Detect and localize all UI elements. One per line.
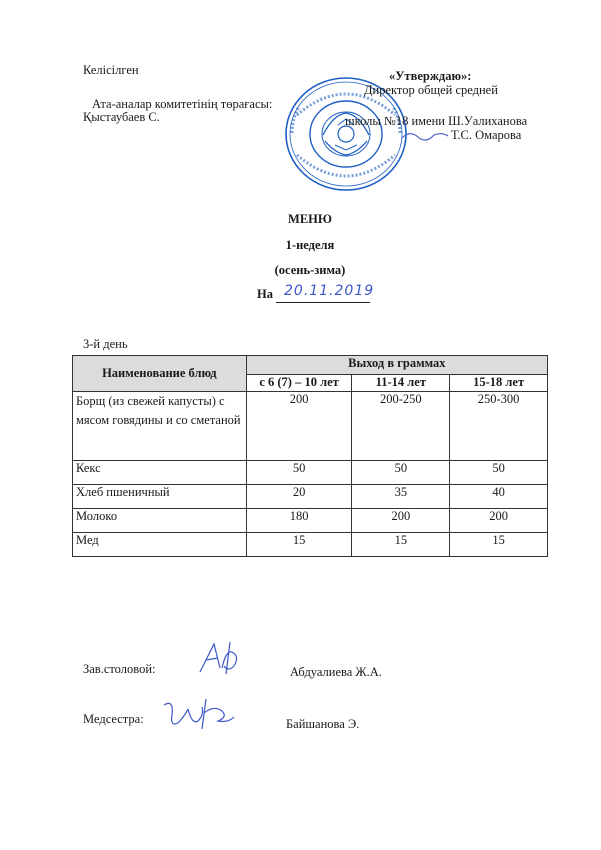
dish-name: Молоко (73, 509, 247, 533)
table-header-row (73, 356, 548, 375)
table-row (73, 461, 548, 485)
date-line (276, 283, 375, 303)
dish-name: Кекс (73, 461, 247, 485)
date-handwritten: 20.11.2019 (284, 283, 375, 299)
week-label: 1-неделя (285, 238, 335, 252)
col-age-15-18: 15-18 лет (450, 375, 548, 392)
menu-table (72, 355, 548, 557)
value-15-18: 40 (450, 485, 548, 509)
parents-committee-chair: Қыстаубаев С. (83, 110, 160, 124)
value-6-10: 20 (246, 485, 352, 509)
nurse-label: Медсестра: (83, 712, 144, 726)
value-11-14: 50 (352, 461, 450, 485)
table-row (73, 533, 548, 557)
school-name: школы №18 имени Ш.Уалиханова (345, 114, 528, 128)
canteen-head-signature (196, 638, 246, 678)
approval-label: Келісілген (83, 63, 139, 77)
day-label: 3-й день (83, 337, 128, 351)
col-yield-group: Выход в граммах (246, 356, 547, 375)
director-name: Т.С. Омарова (451, 128, 522, 142)
approval-heading: «Утверждаю»: (389, 69, 472, 83)
value-6-10: 15 (246, 533, 352, 557)
nurse-signature (158, 695, 238, 733)
nurse-name: Байшанова Э. (286, 717, 360, 731)
value-15-18: 15 (450, 533, 548, 557)
canteen-head-label: Зав.столовой: (83, 662, 156, 676)
col-age-6-10: с 6 (7) – 10 лет (246, 375, 352, 392)
menu-title: МЕНЮ (288, 212, 332, 226)
table-row (73, 509, 548, 533)
value-6-10: 180 (246, 509, 352, 533)
value-11-14: 15 (352, 533, 450, 557)
canteen-head-name: Абдуалиева Ж.А. (290, 665, 382, 679)
value-11-14: 200 (352, 509, 450, 533)
season-label: (осень-зима) (274, 263, 346, 277)
value-15-18: 250-300 (450, 392, 548, 461)
parents-committee-title: Ата-аналар комитетінің төрағасы: (92, 97, 273, 111)
director-signature (400, 128, 450, 142)
value-15-18: 50 (450, 461, 548, 485)
value-6-10: 50 (246, 461, 352, 485)
director-title: Директор общей средней (364, 83, 498, 97)
table-row (73, 392, 548, 461)
value-11-14: 35 (352, 485, 450, 509)
date-prefix: На (257, 287, 273, 301)
value-6-10: 200 (246, 392, 352, 461)
dish-name: Борщ (из свежей капусты) с мясом говядины и со сметаной (73, 392, 247, 461)
col-dish-name: Наименование блюд (73, 356, 247, 392)
dish-name: Мед (73, 533, 247, 557)
table-row (73, 485, 548, 509)
value-11-14: 200-250 (352, 392, 450, 461)
value-15-18: 200 (450, 509, 548, 533)
col-age-11-14: 11-14 лет (352, 375, 450, 392)
dish-name: Хлеб пшеничный (73, 485, 247, 509)
